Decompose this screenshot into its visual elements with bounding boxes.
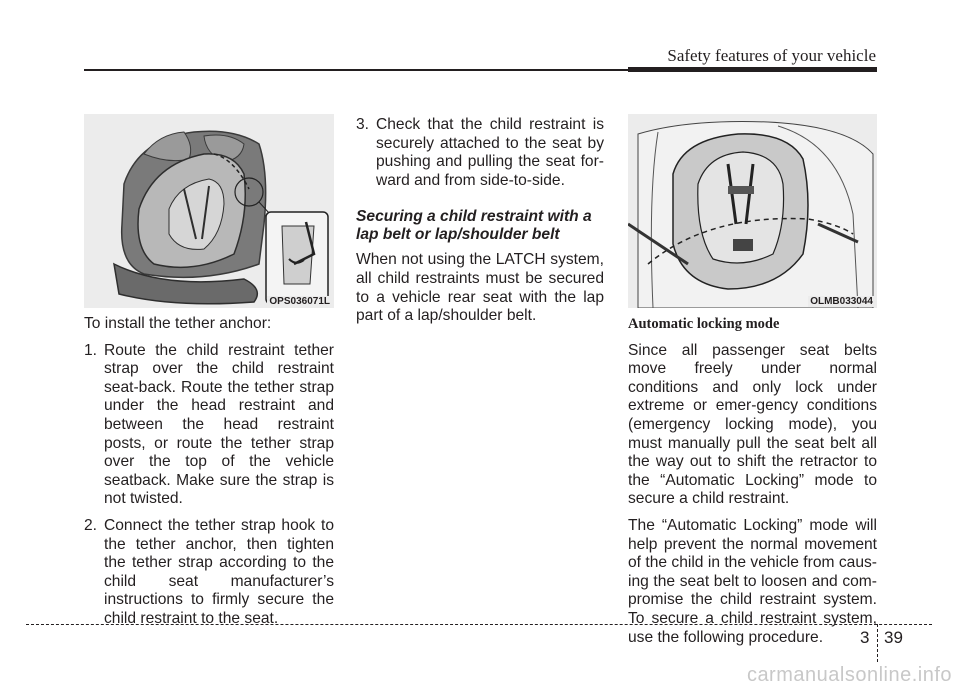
step-number: 1. [84,341,98,359]
header-rule [84,69,628,71]
left-column [84,315,334,637]
intro-text: To install the tether anchor: [84,315,272,332]
page-number: 39 [884,628,903,647]
middle-column [356,116,604,334]
figure-code: OPS036071L [269,296,330,307]
step-text: Connect the tether strap hook to the tether anchor, then tighten the tether strap according to the child seat manufacturer’s instructions to firmly secure the child restraint to the seat. [104,516,334,627]
step-text: Route the child restraint tether strap over the child restraint seat-back. Route the tether strap under the head restraint and between the head restraint posts, or route the tether strap over the top of the vehicle seatback. Make sure the strap is not twisted. [104,341,334,508]
chapter-number: 3 [860,628,870,647]
section-subheading: Automatic locking mode [628,316,780,332]
step-number: 3. [356,116,370,133]
footer-rule [26,624,932,625]
watermark: carmanualsonline.info [746,664,952,686]
figure-lap-belt [628,114,877,308]
tether-illustration [84,114,334,308]
step-3 [356,116,604,190]
footer-divider [877,624,878,662]
header-rule-accent [628,67,877,72]
running-header: Safety features of your vehicle [667,46,876,65]
step-1 [84,342,334,509]
step-text: Check that the child restraint is securely attached to the seat by pushing and pulling the seat for-ward and from side-to-side. [376,116,604,189]
figure-tether-anchor [84,114,334,308]
body-paragraph: Since all passenger seat belts move freely under normal conditions and only lock under extreme or emer-gency conditions (emergency locking mode), you must manually pull the seat belt all the way out to shift the retractor to the “Automatic Locking” mode to secure a child restraint. [628,341,877,508]
section-subheading: Securing a child restraint with a lap belt or lap/shoulder belt [356,208,592,244]
figure-code: OLMB033044 [810,296,873,307]
lap-belt-illustration [628,114,877,308]
step-2 [84,517,334,629]
body-paragraph: The “Automatic Locking” mode will help prevent the normal movement of the child in the vehicle from caus-ing the seat belt to loosen and com-promise the child restraint system. To secure a child restraint system, use the following procedure. [628,516,877,646]
right-column [628,315,877,655]
step-number: 2. [84,516,98,534]
body-paragraph: When not using the LATCH system, all child restraints must be secured to a vehicle rear seat with the lap part of a lap/shoulder belt. [356,251,604,325]
